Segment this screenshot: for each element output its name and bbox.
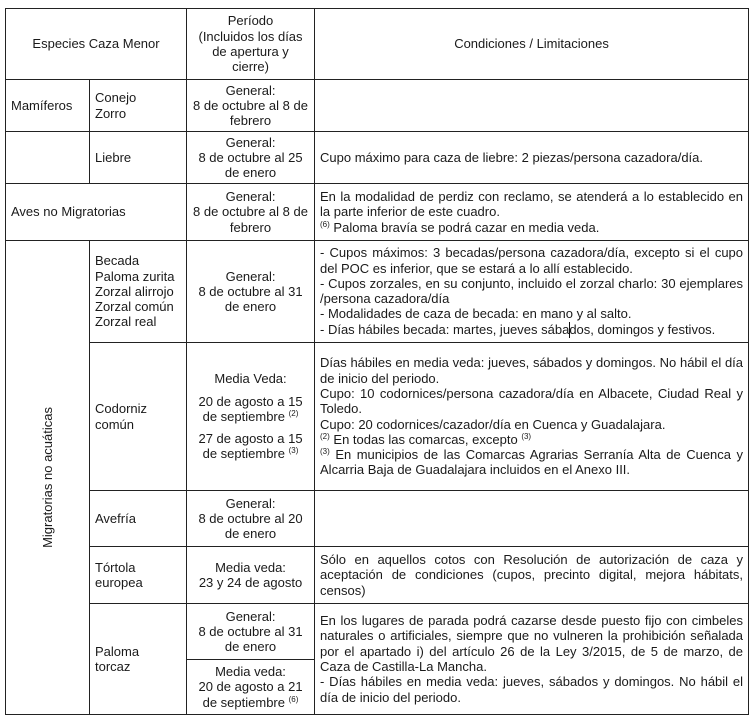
period-cell: General: 8 de octubre al 31 de enero	[187, 604, 315, 660]
group-aves-no-migratorias: Aves no Migratorias	[6, 184, 187, 241]
footnote-ref: (3)	[320, 447, 330, 457]
species-cell: Tórtola europea	[90, 547, 187, 604]
footnote-ref: (3)	[288, 446, 299, 456]
table-row	[6, 184, 749, 241]
table-row	[6, 491, 749, 547]
group-mamiferos: Mamíferos	[6, 80, 90, 132]
footnote-ref: (6)	[288, 694, 299, 704]
conditions-cell: Días hábiles en media veda: jueves, sábados y domingos. No hábil el día de inicio del periodo. Cupo: 10 codornices/persona cazadora/día en Albacete, Ciudad Real y Toledo. Cupo: 20 codornices/cazador/día en Cuenca y Guadalajara. $^{(2)}$ En todas las comarcas, excepto $^{(3)}$ $^{(3)}$ En municipios de las Comarcas Agrarias Serranía Alta de Cuenca y Alcarria Baja de Guadalajara incluidos en el Anexo III.	[315, 343, 749, 491]
header-period: Período (Incluidos los días de apertura y cierre)	[187, 9, 315, 80]
table-row	[6, 547, 749, 604]
footnote-ref: (6)	[320, 219, 330, 229]
species-cell: Liebre	[90, 132, 187, 184]
text-cursor	[569, 322, 570, 338]
table-row	[6, 132, 749, 184]
species-cell: Paloma torcaz	[90, 604, 187, 715]
table-header-row	[6, 9, 749, 80]
group-empty	[6, 132, 90, 184]
conditions-cell	[315, 80, 749, 132]
species-cell: Becada Paloma zurita Zorzal alirrojo Zorzal común Zorzal real	[90, 241, 187, 343]
footnote-ref: (2)	[288, 408, 299, 418]
becada-days-text: - Días hábiles becada: martes, jueves sábados, domingos y festivos.	[320, 321, 716, 337]
period-cell: Media Veda: 20 de agosto a 15 de septiembre $^{(2)}$ 27 de agosto a 15 de septiembre $^{(3)}$	[187, 343, 315, 491]
footnote-ref: (2)	[320, 431, 330, 441]
period-cell: General: 8 de octubre al 8 de febrero	[187, 184, 315, 241]
conditions-cell: Cupo máximo para caza de liebre: 2 piezas/persona cazadora/día.	[315, 132, 749, 184]
species-cell: Avefría	[90, 491, 187, 547]
header-conditions: Condiciones / Limitaciones	[315, 9, 749, 80]
table-row	[6, 343, 749, 491]
period-cell: General: 8 de octubre al 25 de enero	[187, 132, 315, 184]
group-migratorias-label: Migratorias no acuáticas	[39, 407, 55, 548]
period-cell: General: 8 de octubre al 31 de enero	[187, 241, 315, 343]
conditions-cell: Sólo en aquellos cotos con Resolución de autorización de caza y aceptación de condiciones (cupos, precinto digital, mejora hábitats, censos)	[315, 547, 749, 604]
table-row	[6, 604, 749, 660]
period-cell: General: 8 de octubre al 20 de enero	[187, 491, 315, 547]
conditions-cell: En la modalidad de perdiz con reclamo, se atenderá a lo establecido en la parte inferior de este cuadro. $^{(6)}$ Paloma bravía se podrá cazar en media veda.	[315, 184, 749, 241]
table-row	[6, 80, 749, 132]
conditions-cell: En los lugares de parada podrá cazarse desde puesto fijo con cimbeles naturales o artificiales, siempre que no vulneren la prohibición señalada por el apartado i) del artículo 26 de la Ley 3/2015, de 5 de marzo, de Caza de Castilla-La Mancha. - Días hábiles en media veda: jueves, sábados y domingos. No hábil el día de inicio del periodo.	[315, 604, 749, 715]
period-cell: Media veda: 23 y 24 de agosto	[187, 547, 315, 604]
conditions-cell: - Cupos máximos: 3 becadas/persona cazadora/día, excepto si el cupo del POC es inferior, que se estará a lo allí establecido. - Cupos zorzales, en su conjunto, incluido el zorzal charlo: 30 ejemplares /persona cazadora/día - Modalidades de caza de becada: en mano y al salto. - Días hábiles becada: martes, jueves sábados, domingos y festivos.	[315, 241, 749, 343]
table-row	[6, 241, 749, 343]
header-species: Especies Caza Menor	[6, 9, 187, 80]
period-cell: Media veda: 20 de agosto a 21 de septiembre $^{(6)}$	[187, 660, 315, 715]
group-migratorias	[6, 241, 90, 715]
footnote-ref: (3)	[521, 431, 532, 441]
species-cell: Conejo Zorro	[90, 80, 187, 132]
period-cell: General: 8 de octubre al 8 de febrero	[187, 80, 315, 132]
conditions-cell	[315, 491, 749, 547]
hunting-seasons-table	[5, 8, 749, 715]
species-cell: Codorniz común	[90, 343, 187, 491]
